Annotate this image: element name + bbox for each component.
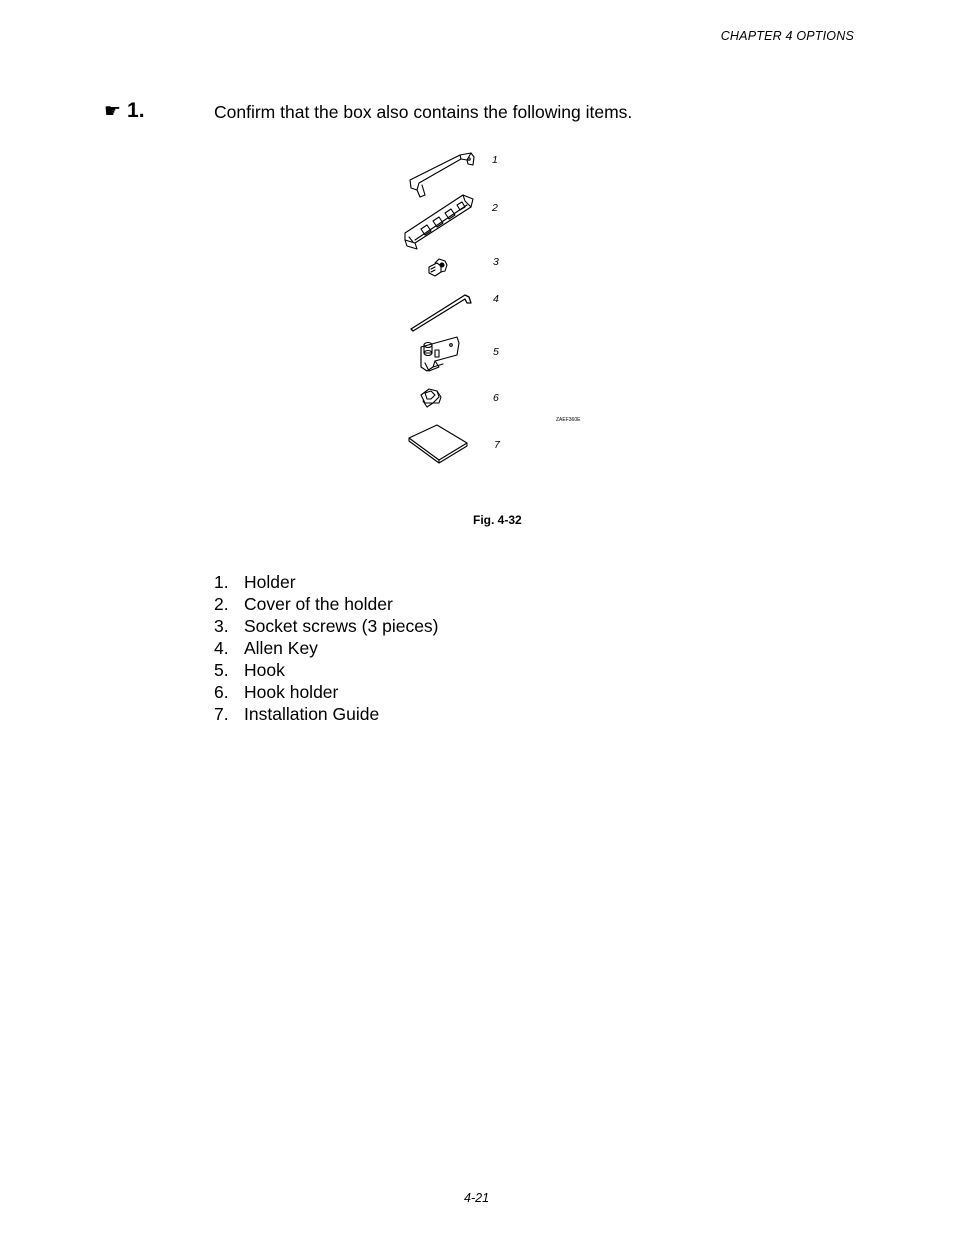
part-number-7: 7: [494, 439, 500, 451]
list-item-label: Hook holder: [244, 682, 339, 702]
part-number-2: 2: [492, 202, 498, 214]
list-item: [214, 681, 439, 703]
list-item: [214, 615, 439, 637]
figure-caption: Fig. 4-32: [473, 513, 522, 527]
socket-screw-illustration: [429, 259, 447, 276]
list-item-number: 1.: [214, 572, 229, 592]
part-number-1: 1: [492, 154, 498, 166]
hook-holder-illustration: [421, 389, 441, 407]
holder-illustration: [410, 153, 474, 197]
installation-guide-illustration: [409, 425, 467, 463]
part-number-5: 5: [493, 346, 499, 358]
step-instruction: Confirm that the box also contains the following items.: [214, 102, 633, 122]
list-item: [214, 593, 439, 615]
list-item: [214, 637, 439, 659]
part-number-6: 6: [493, 392, 499, 404]
list-item: [214, 571, 439, 593]
hook-illustration: [421, 337, 459, 371]
list-item: [214, 703, 439, 725]
item-list: [214, 571, 439, 725]
part-number-labels: [491, 154, 581, 451]
list-item-label: Socket screws (3 pieces): [244, 616, 439, 636]
step-number: 1.: [127, 99, 145, 122]
list-item-label: Hook: [244, 660, 285, 680]
list-item-number: 7.: [214, 704, 229, 724]
list-item-number: 2.: [214, 594, 229, 614]
chapter-header: CHAPTER 4 OPTIONS: [720, 29, 854, 43]
list-item-label: Allen Key: [244, 638, 318, 658]
page-number: 4-21: [464, 1191, 490, 1205]
list-item-label: Cover of the holder: [244, 594, 393, 614]
list-item: [214, 659, 439, 681]
list-item-number: 5.: [214, 660, 229, 680]
figure-code: ZAEF360E: [556, 417, 581, 423]
allen-key-illustration: [411, 295, 471, 331]
list-item-number: 4.: [214, 638, 229, 658]
holder-cover-illustration: [405, 195, 473, 249]
part-number-4: 4: [493, 293, 499, 305]
pointing-hand-icon: ☛: [104, 101, 122, 122]
parts-figure: [395, 145, 595, 475]
step-marker: [104, 99, 145, 123]
list-item-number: 3.: [214, 616, 229, 636]
list-item-number: 6.: [214, 682, 229, 702]
part-number-3: 3: [493, 256, 499, 268]
list-item-label: Holder: [244, 572, 296, 592]
list-item-label: Installation Guide: [244, 704, 380, 724]
